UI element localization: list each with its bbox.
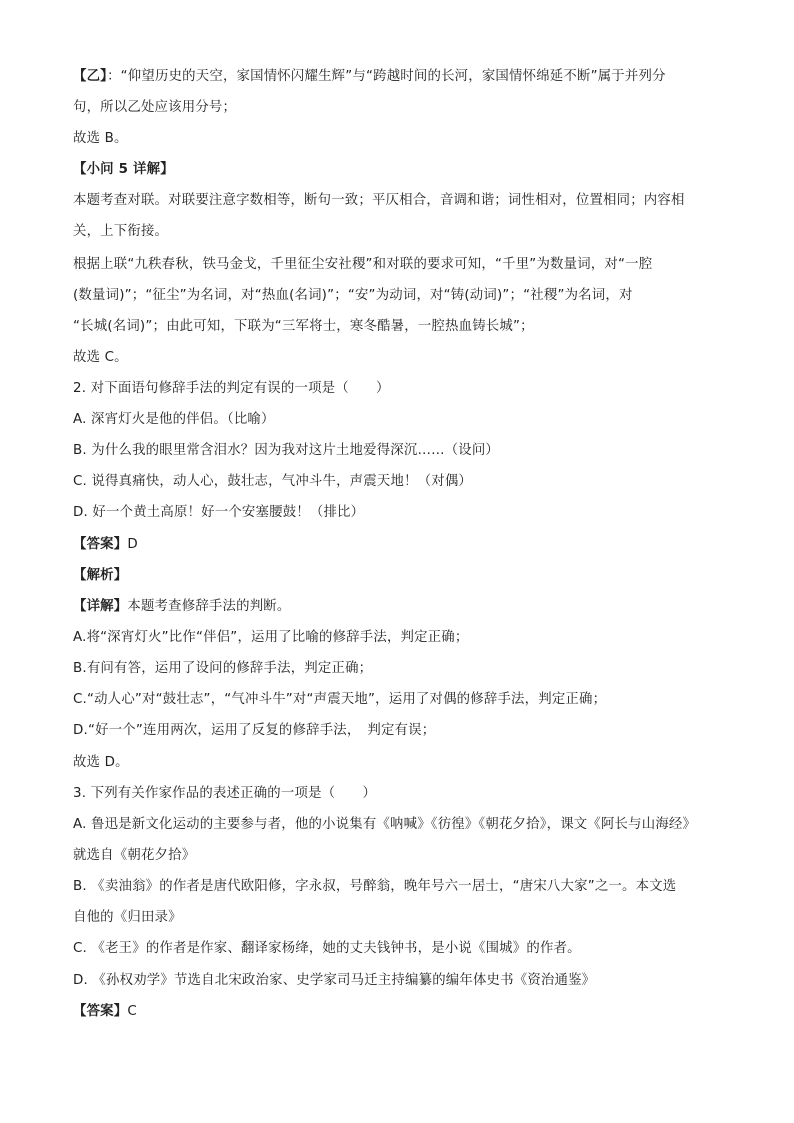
line-text: ：“仰望历史的天空，家国情怀闪耀生辉”与“跨越时间的长河，家国情怀绵延不断”属于并列分 — [107, 69, 666, 84]
line-text: (数量词)”；“征尘”为名词，对“热血(名词)”；“安”为动词，对“铸(动词)”；“社稷”为名词，对 — [73, 288, 633, 303]
text-line — [73, 972, 595, 990]
text-line — [73, 816, 696, 834]
text-line — [73, 192, 685, 210]
line-text: 故选 D。 — [73, 755, 129, 770]
text-line — [73, 256, 652, 274]
line-text: A. 鲁迅是新文化运动的主要参与者，他的小说集有《呐喊》《彷徨》《朝花夕拾》，课文《阿长与山海经》 — [73, 817, 697, 832]
text-line — [73, 567, 127, 585]
line-text: 2. 对下面语句修辞手法的判定有误的一项是（ ） — [73, 381, 390, 396]
text-line — [73, 504, 364, 522]
text-line — [73, 380, 390, 398]
line-text: 故选 C。 — [73, 350, 128, 365]
line-text: 自他的《归田录》 — [73, 910, 182, 925]
text-line — [73, 68, 666, 86]
section-tag: 【详解】 — [73, 599, 128, 614]
text-line — [73, 754, 129, 772]
text-line — [73, 442, 499, 460]
line-text: B. 《卖油翁》的作者是唐代欧阳修，字永叔，号醉翁，晚年号六一居士，“唐宋八大家”之一。本文选 — [73, 879, 677, 894]
section-tag: 【答案】 — [73, 1004, 128, 1019]
line-text: 3. 下列有关作家作品的表述正确的一项是（ ） — [73, 786, 377, 801]
text-line — [73, 161, 174, 179]
text-line — [73, 660, 372, 678]
line-text: “长城(名词)”；由此可知，下联为“三军将士，寒冬酷暑，一腔热血铸长城”； — [73, 319, 534, 334]
text-line — [73, 130, 128, 148]
text-line — [73, 536, 138, 554]
text-line — [73, 785, 376, 803]
text-line — [73, 722, 435, 740]
line-text: 关，上下衔接。 — [73, 224, 169, 239]
line-text: B. 为什么我的眼里常含泪水？因为我对这片土地爱得深沉……（设问） — [73, 443, 500, 458]
section-tag: 【解析】 — [73, 568, 128, 583]
line-text: 就选自《朝花夕拾》 — [73, 848, 196, 863]
text-line — [73, 629, 468, 647]
line-text: C. 说得真痛快，动人心，鼓壮志，气冲斗牛，声震天地！（对偶） — [73, 474, 472, 489]
text-line — [73, 1003, 137, 1021]
line-text: 句，所以乙处应该用分号； — [73, 100, 237, 115]
text-line — [73, 287, 633, 305]
text-line — [73, 318, 534, 336]
line-text: D. 好一个黄土高原！好一个安塞腰鼓！（排比） — [73, 505, 365, 520]
text-line — [73, 847, 195, 865]
line-text: D.“好一个”连用两次，运用了反复的修辞手法， 判定有误； — [73, 723, 436, 738]
line-text: A. 深宵灯火是他的伴侣。（比喻） — [73, 412, 275, 427]
line-text: D — [127, 537, 138, 552]
section-tag: 【乙】 — [73, 69, 108, 84]
text-line — [73, 940, 581, 958]
line-text: 本题考查对联。对联要注意字数相等，断句一致；平仄相合，音调和谐；词性相对，位置相同；内容相 — [73, 193, 685, 208]
section-tag: 【小问 5 详解】 — [73, 162, 174, 177]
line-text: 故选 B。 — [73, 131, 128, 146]
line-text: C. 《老王》的作者是作家、翻译家杨绛，她的丈夫钱钟书，是小说《围城》的作者。 — [73, 941, 581, 956]
text-line — [73, 99, 236, 117]
section-tag: 【答案】 — [73, 537, 128, 552]
text-line — [73, 223, 168, 241]
text-line — [73, 473, 472, 491]
line-text: D. 《孙权劝学》节选自北宋政治家、史学家司马迁主持编纂的编年体史书《资治通鉴》 — [73, 973, 596, 988]
text-line — [73, 598, 290, 616]
line-text: B.有问有答，运用了设问的修辞手法，判定正确； — [73, 661, 373, 676]
text-line — [73, 411, 275, 429]
text-line — [73, 691, 606, 709]
line-text: 本题考查修辞手法的判断。 — [127, 599, 291, 614]
line-text: 根据上联“九秩春秋，铁马金戈，千里征尘安社稷”和对联的要求可知，“千里”为数量词，对“一腔 — [73, 257, 653, 272]
text-line — [73, 878, 676, 896]
line-text: A.将“深宵灯火”比作“伴侣”，运用了比喻的修辞手法，判定正确； — [73, 630, 469, 645]
line-text: C.“动人心”对“鼓壮志”，“气冲斗牛”对“声震天地”，运用了对偶的修辞手法，判定正确； — [73, 692, 607, 707]
text-line — [73, 349, 128, 367]
line-text: C — [127, 1004, 137, 1019]
text-line — [73, 909, 182, 927]
